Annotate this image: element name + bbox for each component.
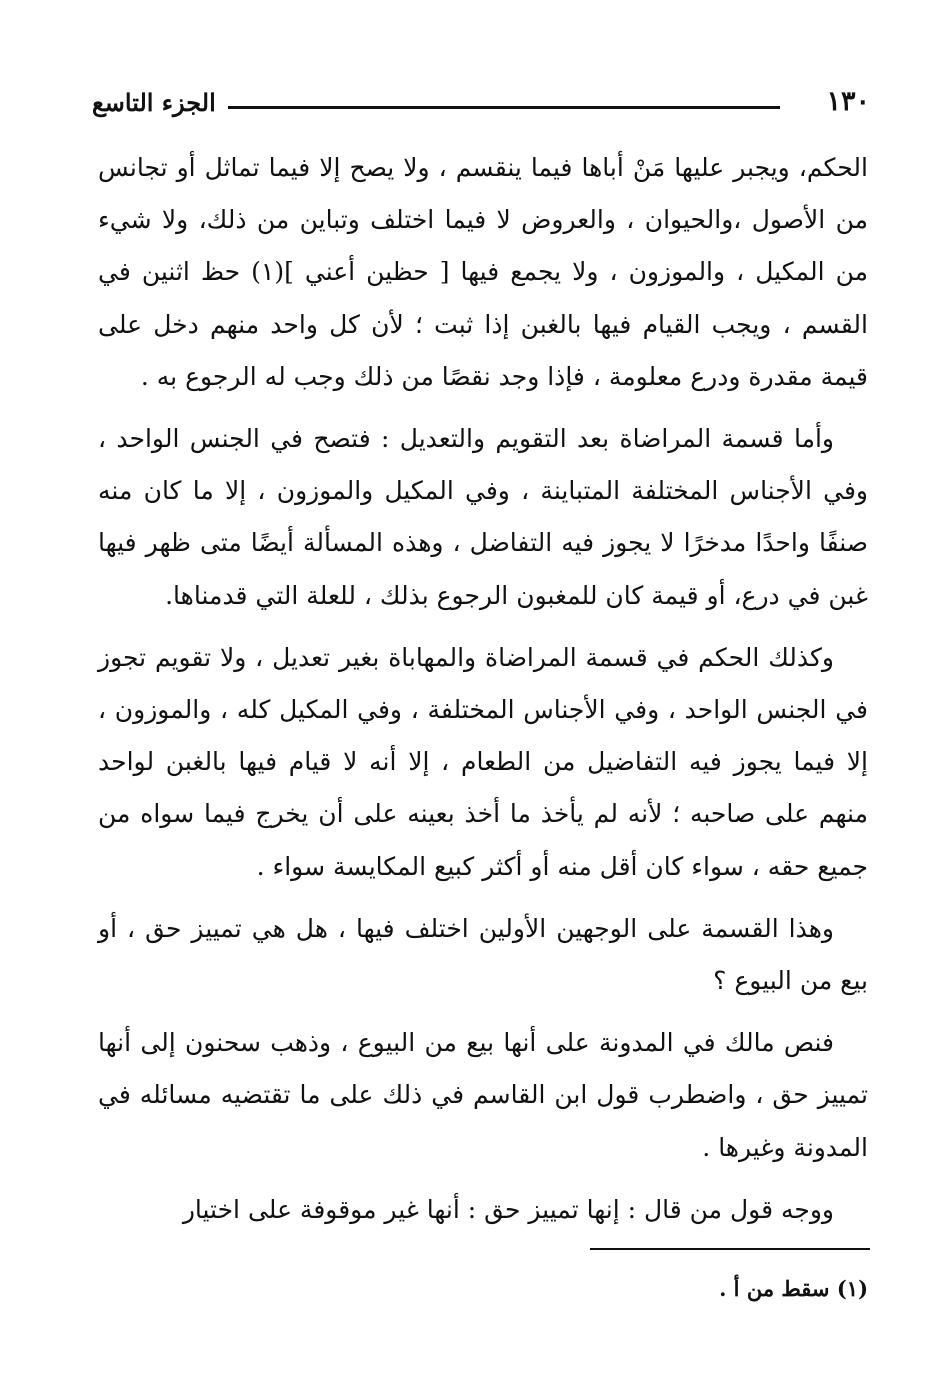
body-text: [98, 142, 868, 1246]
paragraph-5: فنص مالك في المدونة على أنها بيع من البيوع ، وذهب سحنون إلى أنها تمييز حق ، واضطرب قول ابن القاسم في ذلك على ما تقتضيه مسائله في المدونة وغيرها .: [98, 1028, 868, 1162]
paragraph-3: وكذلك الحكم في قسمة المراضاة والمهاباة بغير تعديل ، ولا تقويم تجوز في الجنس الواحد ، وفي الأجناس المختلفة ، وفي المكيل كله ، والموزون ، إلا فيما يجوز فيه التفاضيل من الطعام ، إلا أنه لا قيام فيها بالغبن لواحد منهم على صاحبه ؛ لأنه لم يأخذ ما أخذ بعينه على أن يخرج فيما سواه من جميع حقه ، سواء كان أقل منه أو أكثر كبيع المكايسة سواء .: [98, 642, 868, 881]
paragraph-6: ووجه قول من قال : إنها تمييز حق : أنها غير موقوفة على اختيار: [182, 1194, 834, 1224]
paragraph-4: وهذا القسمة على الوجهين الأولين اختلف فيها ، هل هي تمييز حق ، أو بيع من البيوع ؟: [98, 913, 868, 996]
header-rule: [228, 106, 780, 109]
paragraph-2: وأما قسمة المراضاة بعد التقويم والتعديل : فتصح في الجنس الواحد ، وفي الأجناس المختلفة المتباينة ، وفي المكيل والموزون ، إلا ما كان منه صنفًا واحدًا مدخرًا لا يجوز فيه التفاضل ، وهذه المسألة أيضًا متى ظهر فيها غبن في درع، أو قيمة كان للمغبون الرجوع بذلك ، للعلة التي قدمناها.: [98, 424, 868, 610]
page-header: [92, 86, 870, 126]
page-number: ١٣٠: [826, 86, 870, 117]
footnote: (١) سقط من أ .: [719, 1276, 868, 1301]
footnote-rule: [590, 1248, 870, 1250]
running-title: الجزء التاسع: [92, 88, 216, 117]
paragraph-1: الحكم، ويجبر عليها مَنْ أباها فيما ينقسم ، ولا يصح إلا فيما تماثل أو تجانس من الأصول ،والحيوان ، والعروض لا فيما اختلف وتباين من ذلك، ولا شيء من المكيل ، والموزون ، ولا يجمع فيها [ حظين أعني ](١) حظ اثنين في القسم ، ويجب القيام فيها بالغبن إذا ثبت ؛ لأن كل واحد منهم دخل على قيمة مقدرة ودرع معلومة ، فإذا وجد نقصًا من ذلك وجب له الرجوع به .: [98, 153, 868, 391]
